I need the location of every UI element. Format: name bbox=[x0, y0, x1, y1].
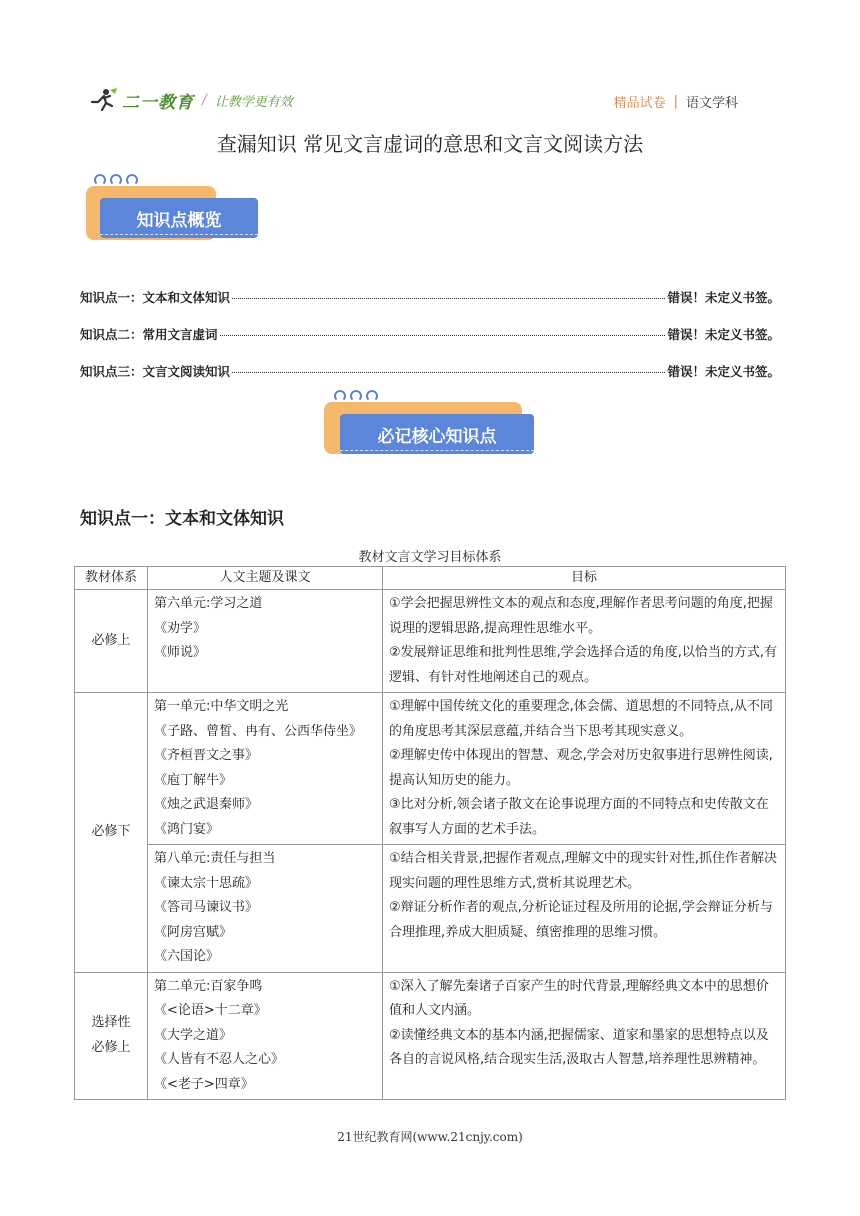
cell-units bbox=[148, 845, 383, 973]
goal-line: ②辩证分析作者的观点,分析论证过程及所用的论据,学会辩证分析与合理推理,养成大胆质疑、缜密推理的思维习惯。 bbox=[389, 900, 773, 940]
goal-line: ①深入了解先秦诸子百家产生的时代背景,理解经典文本中的思想价值和人文内涵。 bbox=[389, 978, 769, 1018]
goal-line: ②理解史传中体现出的智慧、观念,学会对历史叙事进行思辨性阅读,提高认知历史的能力。 bbox=[389, 748, 773, 788]
goal-line: ①结合相关背景,把握作者观点,理解文中的现实针对性,抓住作者解决现实问题的理性思维方式,赏析其说理艺术。 bbox=[389, 851, 778, 891]
unit-line: 第六单元:学习之道 bbox=[154, 596, 263, 611]
table-row bbox=[75, 693, 786, 845]
unit-line: 《烛之武退秦师》 bbox=[154, 797, 259, 812]
toc-item-3[interactable] bbox=[80, 362, 780, 380]
goal-line: ②发展辩证思维和批判性思维,学会选择合适的角度,以恰当的方式,有逻辑、有针对性地阐述自己的观点。 bbox=[389, 645, 778, 685]
table-header-row bbox=[75, 567, 786, 590]
goal-line: ①学会把握思辨性文本的观点和态度,理解作者思考问题的角度,把握说理的逻辑思路,提高理性思维水平。 bbox=[389, 596, 773, 636]
table-row bbox=[75, 845, 786, 973]
unit-line: 第二单元:百家争鸣 bbox=[154, 978, 263, 994]
unit-line: 《六国论》 bbox=[154, 949, 220, 964]
toc-item-page: 错误！未定义书签。 bbox=[667, 364, 780, 379]
unit-line: 《庖丁解牛》 bbox=[154, 772, 233, 788]
unit-line: 《<老子>四章》 bbox=[154, 1076, 254, 1092]
brand-logo bbox=[88, 86, 293, 114]
banner-core bbox=[324, 390, 536, 464]
table-row bbox=[75, 590, 786, 693]
cell-goals bbox=[383, 590, 786, 693]
toc-item-label: 知识点三：文言文阅读知识 bbox=[80, 364, 231, 379]
toc-item-page: 错误！未定义书签。 bbox=[667, 290, 780, 305]
cell-system: 必修上 bbox=[75, 590, 148, 693]
table-caption: 教材文言文学习目标体系 bbox=[358, 550, 502, 565]
unit-line: 《答司马谏议书》 bbox=[154, 900, 259, 915]
toc-leader bbox=[232, 372, 665, 373]
banner-overview-label: 知识点概览 bbox=[100, 198, 258, 238]
cell-units bbox=[148, 590, 383, 693]
rings-icon bbox=[94, 174, 138, 186]
toc-item-label: 知识点二：常用文言虚词 bbox=[80, 327, 218, 342]
page-header bbox=[88, 86, 758, 118]
unit-line: 《劝学》 bbox=[154, 620, 207, 636]
goal-line: ①理解中国传统文化的重要理念,体会儒、道思想的不同特点,从不同的角度思考其深层意蕴,并结合当下思考其现实意义。 bbox=[389, 699, 773, 739]
cell-goals bbox=[383, 972, 786, 1100]
section-heading: 知识点一：文本和文体知识 bbox=[80, 509, 284, 529]
banner-core-label: 必记核心知识点 bbox=[340, 414, 534, 454]
system-line: 选择性 bbox=[91, 1015, 131, 1031]
page-footer: 21世纪教育网(www.21cnjy.com) bbox=[337, 1130, 523, 1144]
header-theme: 人文主题及课文 bbox=[148, 567, 383, 590]
tag-separator: | bbox=[673, 94, 678, 109]
header-system: 教材体系 bbox=[75, 567, 148, 590]
unit-line: 《阿房宫赋》 bbox=[154, 924, 233, 940]
toc-item-label: 知识点一：文本和文体知识 bbox=[80, 290, 231, 305]
toc-leader bbox=[220, 335, 666, 336]
goals-table bbox=[74, 566, 786, 1100]
toc-leader bbox=[232, 298, 665, 299]
brand-separator: / bbox=[202, 92, 207, 108]
header-tags bbox=[614, 92, 738, 111]
toc-item-1[interactable] bbox=[80, 288, 780, 306]
goal-line: ②读懂经典文本的基本内涵,把握儒家、道家和墨家的思想特点以及各自的言说风格,结合现实生活,汲取古人智慧,培养理性思辨精神。 bbox=[389, 1027, 769, 1067]
unit-line: 《<论语>十二章》 bbox=[154, 1003, 267, 1018]
cell-goals bbox=[383, 845, 786, 973]
unit-line: 第八单元:责任与担当 bbox=[154, 851, 276, 866]
unit-line: 《人皆有不忍人之心》 bbox=[154, 1052, 285, 1067]
unit-line: 《大学之道》 bbox=[154, 1027, 233, 1043]
unit-line: 《鸿门宴》 bbox=[154, 821, 220, 837]
cell-system: 必修下 bbox=[75, 693, 148, 973]
unit-line: 《师说》 bbox=[154, 645, 207, 660]
table-row bbox=[75, 972, 786, 1100]
brand-slogan: 让教学更有效 bbox=[214, 94, 293, 110]
cell-system bbox=[75, 972, 148, 1100]
page-title: 查漏知识 常见文言虚词的意思和文言文阅读方法 bbox=[216, 132, 644, 156]
unit-line: 《子路、曾皙、冉有、公西华侍坐》 bbox=[154, 723, 363, 739]
brand-name: 二一教育 bbox=[122, 92, 194, 113]
header-goals: 目标 bbox=[383, 567, 786, 590]
banner-overview bbox=[86, 172, 260, 246]
cell-units bbox=[148, 693, 383, 845]
system-line: 必修上 bbox=[91, 1039, 131, 1055]
tag-subject: 语文学科 bbox=[685, 96, 738, 111]
cell-goals bbox=[383, 693, 786, 845]
unit-line: 第一单元:中华文明之光 bbox=[154, 699, 289, 714]
cell-units bbox=[148, 972, 383, 1100]
unit-line: 《齐桓晋文之事》 bbox=[154, 748, 259, 763]
tag-premium: 精品试卷 bbox=[613, 96, 666, 111]
runner-icon bbox=[88, 88, 118, 112]
goal-line: ③比对分析,领会诸子散文在论事说理方面的不同特点和史传散文在叙事写人方面的艺术手法。 bbox=[389, 797, 769, 837]
toc-item-page: 错误！未定义书签。 bbox=[667, 327, 780, 342]
rings-icon bbox=[334, 390, 378, 402]
toc-item-2[interactable] bbox=[80, 325, 780, 343]
unit-line: 《谏太宗十思疏》 bbox=[154, 875, 259, 891]
